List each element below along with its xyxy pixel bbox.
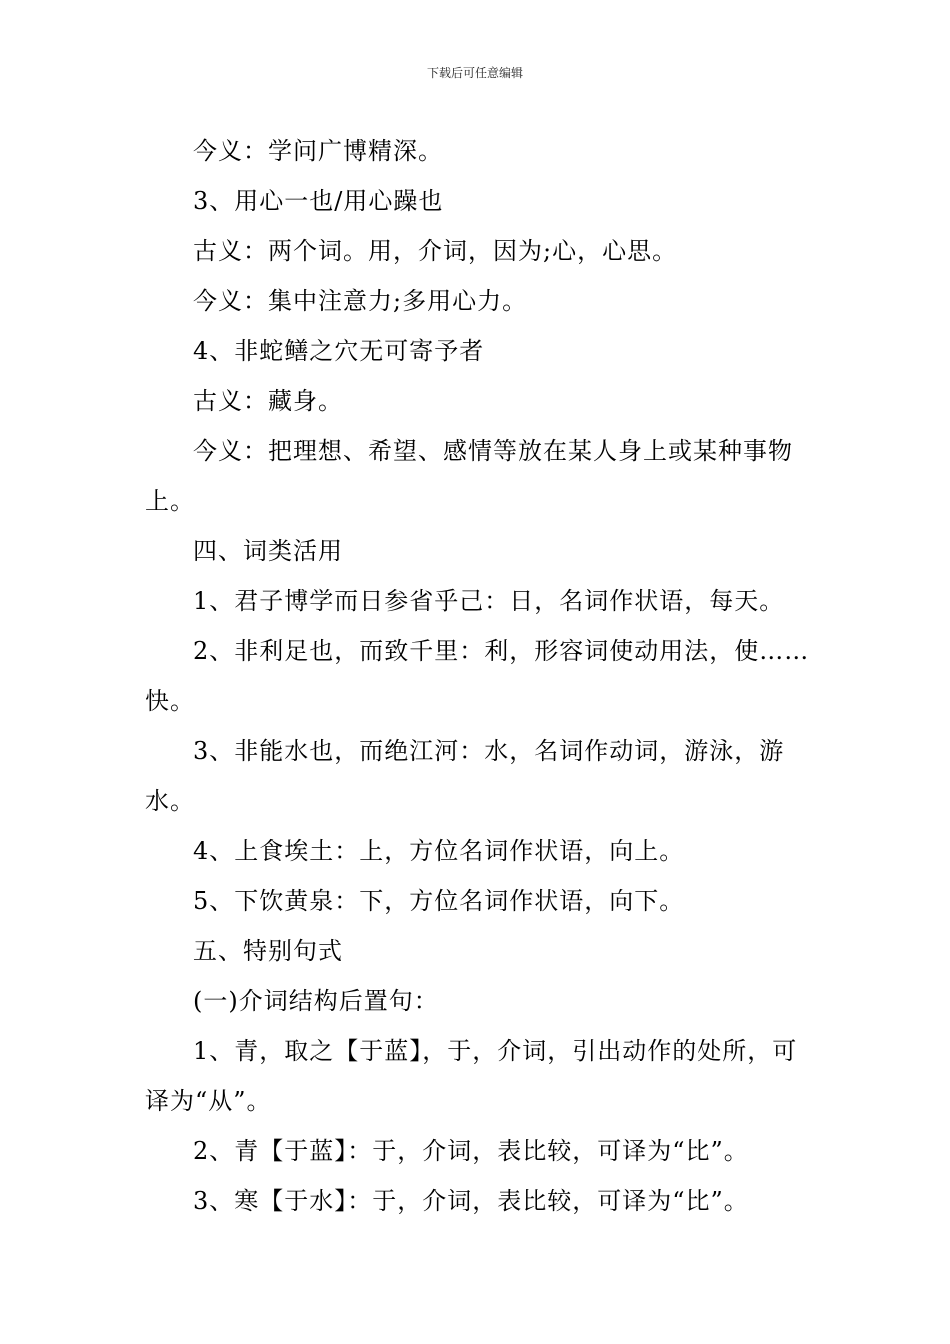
section-heading: 四、词类活用 bbox=[193, 537, 343, 565]
document-body bbox=[145, 126, 810, 1226]
paragraph: 5、下饮黄泉：下，方位名词作状语，向下。 bbox=[193, 887, 685, 915]
paragraph: 今义：把理想、希望、感情等放在某人身上或某种事物上。 bbox=[145, 437, 793, 515]
paragraph: 1、君子博学而日参省乎己：日，名词作状语，每天。 bbox=[193, 587, 785, 615]
paragraph: 2、非利足也，而致千里：利，形容词使动用法，使……快。 bbox=[145, 637, 810, 715]
section-heading: 五、特别句式 bbox=[193, 937, 343, 965]
paragraph: 古义：藏身。 bbox=[193, 387, 343, 415]
paragraph: 3、用心一也/用心躁也 bbox=[193, 187, 444, 215]
paragraph: 4、非蛇鳝之穴无可寄予者 bbox=[193, 337, 485, 365]
paragraph: 1、青，取之【于蓝】，于，介词，引出动作的处所，可译为“从”。 bbox=[145, 1037, 798, 1115]
subsection-heading: (一)介词结构后置句： bbox=[193, 987, 439, 1015]
paragraph: 今义：学问广博精深。 bbox=[193, 137, 443, 165]
paragraph: 今义：集中注意力;多用心力。 bbox=[193, 287, 528, 315]
paragraph: 2、青【于蓝】：于，介词，表比较，可译为“比”。 bbox=[193, 1137, 749, 1165]
paragraph: 古义：两个词。用，介词，因为;心，心思。 bbox=[193, 237, 678, 265]
paragraph: 3、寒【于水】：于，介词，表比较，可译为“比”。 bbox=[193, 1187, 749, 1215]
paragraph: 3、非能水也，而绝江河：水，名词作动词，游泳，游水。 bbox=[145, 737, 785, 815]
paragraph: 4、上食埃土：上，方位名词作状语，向上。 bbox=[193, 837, 685, 865]
page-header: 下载后可任意编辑 bbox=[426, 66, 523, 80]
